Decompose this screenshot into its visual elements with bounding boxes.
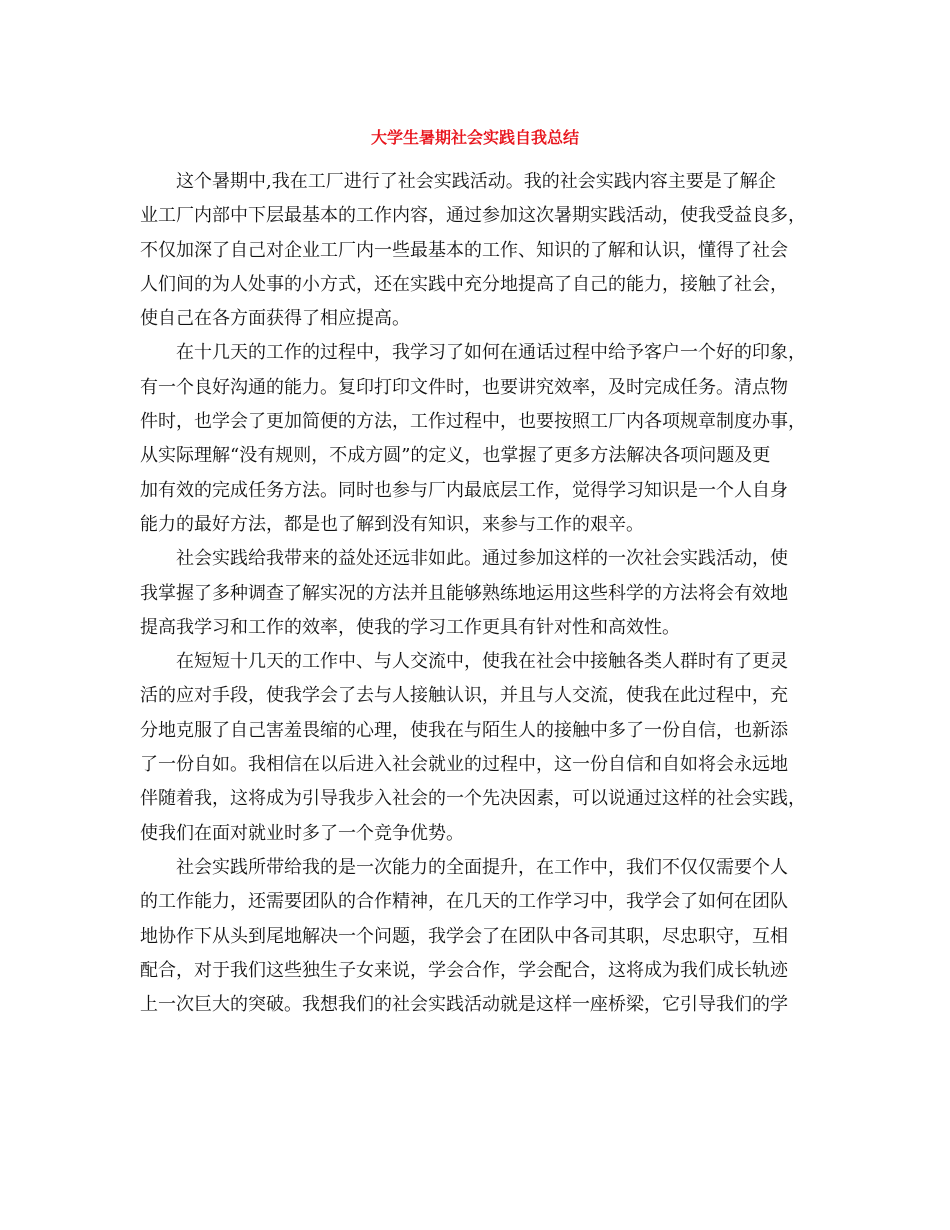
text-line: 加有效的完成任务方法。同时也参与厂内最底层工作，觉得学习知识是一个人自身 bbox=[140, 479, 788, 501]
text-line: 的工作能力，还需要团队的合作精神，在几天的工作学习中，我学会了如何在团队 bbox=[140, 891, 788, 913]
text-line: 在十几天的工作的过程中，我学习了如何在通话过程中给予客户一个好的印象， bbox=[176, 342, 806, 364]
text-line: 使我们在面对就业时多了一个竞争优势。 bbox=[140, 822, 464, 844]
text-line: 件时，也学会了更加简便的方法，工作过程中，也要按照工厂内各项规章制度办事， bbox=[140, 411, 806, 433]
text-line: 在短短十几天的工作中、与人交流中，使我在社会中接触各类人群时有了更灵 bbox=[176, 651, 788, 673]
text-line: 使自己在各方面获得了相应提高。 bbox=[140, 308, 410, 330]
text-line: 地协作下从头到尾地解决一个问题，我学会了在团队中各司其职，尽忠职守，互相 bbox=[140, 925, 788, 947]
text-line: 上一次巨大的突破。我想我们的社会实践活动就是这样一座桥梁，它引导我们的学 bbox=[140, 994, 788, 1016]
text-line: 人们间的为人处事的小方式，还在实践中充分地提高了自己的能力，接触了社会， bbox=[140, 273, 788, 295]
text-line: 提高我学习和工作的效率，使我的学习工作更具有针对性和高效性。 bbox=[140, 616, 680, 638]
text-line: 配合，对于我们这些独生子女来说，学会合作，学会配合，这将成为我们成长轨迹 bbox=[140, 959, 788, 981]
text-line: 能力的最好方法，都是也了解到没有知识，来参与工作的艰辛。 bbox=[140, 513, 644, 535]
text-line: 社会实践所带给我的是一次能力的全面提升，在工作中，我们不仅仅需要个人 bbox=[176, 856, 788, 878]
text-line: 伴随着我，这将成为引导我步入社会的一个先决因素，可以说通过这样的社会实践， bbox=[140, 788, 806, 810]
text-line: 分地克服了自己害羞畏缩的心理，使我在与陌生人的接触中多了一份自信，也新添 bbox=[140, 719, 788, 741]
text-line: 社会实践给我带来的益处还远非如此。通过参加这样的一次社会实践活动，使 bbox=[176, 548, 788, 570]
text-line: 有一个良好沟通的能力。复印打印文件时，也要讲究效率，及时完成任务。清点物 bbox=[140, 376, 788, 398]
text-line: 不仅加深了自己对企业工厂内一些最基本的工作、知识的了解和认识，懂得了社会 bbox=[140, 239, 788, 261]
text-line: 从实际理解“没有规则，不成方圆”的定义，也掌握了更多方法解决各项问题及更 bbox=[140, 445, 771, 467]
document-body bbox=[140, 165, 812, 1022]
text-line: 这个暑期中,我在工厂进行了社会实践活动。我的社会实践内容主要是了解企 bbox=[176, 171, 776, 192]
text-line: 活的应对手段，使我学会了去与人接触认识，并且与人交流，使我在此过程中，充 bbox=[140, 685, 788, 707]
document-title: 大学生暑期社会实践自我总结 bbox=[370, 128, 579, 147]
text-line: 了一份自如。我相信在以后进入社会就业的过程中，这一份自信和自如将会永远地 bbox=[140, 754, 788, 776]
text-line: 业工厂内部中下层最基本的工作内容，通过参加这次暑期实践活动，使我受益良多， bbox=[140, 205, 806, 227]
text-line: 我掌握了多种调查了解实况的方法并且能够熟练地运用这些科学的方法将会有效地 bbox=[140, 582, 788, 604]
